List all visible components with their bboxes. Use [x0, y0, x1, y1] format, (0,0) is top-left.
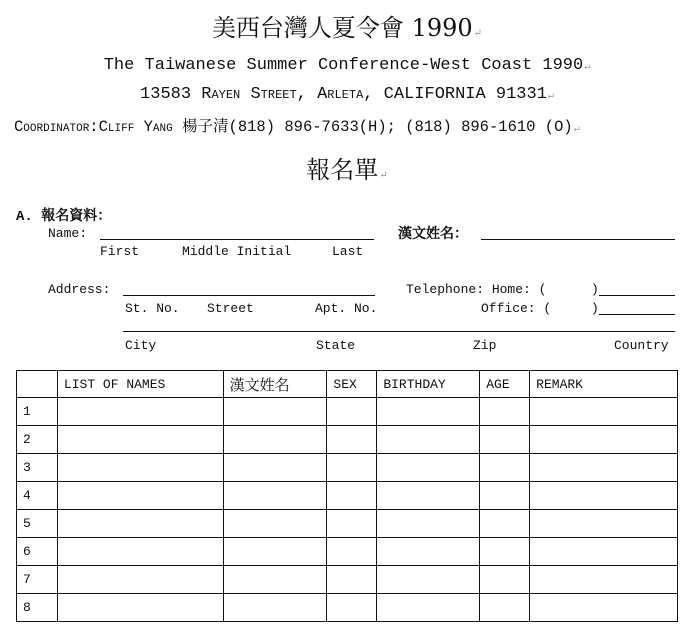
table-cell[interactable] — [327, 538, 377, 566]
telephone-home-paren: ) — [591, 282, 599, 297]
table-cell[interactable] — [377, 482, 480, 510]
table-cell[interactable] — [530, 398, 678, 426]
telephone-home-field[interactable] — [599, 295, 675, 296]
row-number: 2 — [17, 426, 58, 454]
column-header: 漢文姓名 — [223, 371, 327, 398]
table-cell[interactable] — [223, 538, 327, 566]
table-cell[interactable] — [530, 454, 678, 482]
address-sub-street: Street — [207, 301, 254, 316]
table-cell[interactable] — [57, 566, 223, 594]
telephone-office-field[interactable] — [599, 314, 675, 315]
column-header: SEX — [327, 371, 377, 398]
form-title: 報名單↵ — [306, 156, 388, 184]
table-cell[interactable] — [480, 482, 530, 510]
table-cell[interactable] — [480, 426, 530, 454]
telephone-office-paren: ) — [591, 301, 599, 316]
table-cell[interactable] — [377, 454, 480, 482]
conference-title-cjk: 美西台灣人夏令會 1990↵ — [211, 14, 483, 42]
address-field[interactable] — [123, 295, 375, 296]
table-cell[interactable] — [57, 454, 223, 482]
row-number: 8 — [17, 594, 58, 622]
table-row — [17, 398, 678, 426]
table-cell[interactable] — [480, 594, 530, 622]
table-row — [17, 566, 678, 594]
table-cell[interactable] — [480, 510, 530, 538]
table-cell[interactable] — [530, 538, 678, 566]
name-field[interactable] — [100, 239, 374, 240]
name-sub-last: Last — [332, 244, 364, 259]
table-cell[interactable] — [57, 510, 223, 538]
table-cell[interactable] — [480, 398, 530, 426]
chinese-name-label: 漢文姓名： — [398, 226, 468, 242]
address-sub-country: Country — [614, 338, 669, 353]
table-cell[interactable] — [530, 426, 678, 454]
table-cell[interactable] — [327, 566, 377, 594]
table-cell[interactable] — [480, 566, 530, 594]
table-row — [17, 426, 678, 454]
table-header-row — [17, 371, 678, 398]
table-row — [17, 510, 678, 538]
row-number-header — [17, 371, 58, 398]
address-sub-state: State — [316, 338, 356, 353]
column-header: REMARK — [530, 371, 678, 398]
table-cell[interactable] — [377, 538, 480, 566]
table-cell[interactable] — [223, 482, 327, 510]
row-number: 4 — [17, 482, 58, 510]
address-sub-st-no: St. No. — [125, 301, 180, 316]
table-cell[interactable] — [57, 398, 223, 426]
telephone-home-label: Telephone: Home: ( — [406, 282, 547, 297]
table-cell[interactable] — [223, 566, 327, 594]
telephone-office-label: Office: ( — [481, 301, 552, 316]
table-cell[interactable] — [480, 454, 530, 482]
table-cell[interactable] — [530, 594, 678, 622]
row-number: 7 — [17, 566, 58, 594]
table-cell[interactable] — [223, 426, 327, 454]
table-cell[interactable] — [57, 482, 223, 510]
name-label: Name: — [48, 226, 88, 241]
table-row — [17, 454, 678, 482]
address-sub-city: City — [125, 338, 157, 353]
coordinator-line: Coordinator:Cliff Yang 楊子清(818) 896-7633(H); (818) 896-1610 (O)↵ — [14, 118, 580, 136]
table-cell[interactable] — [530, 510, 678, 538]
column-header: LIST OF NAMES — [57, 371, 223, 398]
table-cell[interactable] — [223, 454, 327, 482]
table-cell[interactable] — [327, 426, 377, 454]
column-header: BIRTHDAY — [377, 371, 480, 398]
name-sub-first: First — [100, 244, 140, 259]
table-cell[interactable] — [530, 566, 678, 594]
table-cell[interactable] — [377, 426, 480, 454]
table-cell[interactable] — [327, 398, 377, 426]
row-number: 3 — [17, 454, 58, 482]
table-cell[interactable] — [57, 538, 223, 566]
table-cell[interactable] — [327, 594, 377, 622]
table-cell[interactable] — [57, 594, 223, 622]
table-row — [17, 482, 678, 510]
table-cell[interactable] — [377, 594, 480, 622]
address-sub-apt: Apt. No. — [315, 301, 378, 316]
table-cell[interactable] — [327, 510, 377, 538]
conference-title-en: The Taiwanese Summer Conference-West Coast 1990↵ — [103, 56, 591, 75]
address-sub-zip: Zip — [473, 338, 497, 353]
section-a-heading: A. 報名資料： — [16, 209, 112, 225]
conference-address: 13583 Rayen Street, Arleta, CALIFORNIA 91331↵ — [140, 85, 554, 104]
table-cell[interactable] — [327, 454, 377, 482]
table-cell[interactable] — [223, 510, 327, 538]
table-row — [17, 538, 678, 566]
name-sub-middle: Middle Initial — [182, 244, 292, 259]
names-table — [16, 370, 678, 622]
address-line-2-field[interactable] — [123, 331, 675, 332]
table-row — [17, 594, 678, 622]
row-number: 1 — [17, 398, 58, 426]
table-cell[interactable] — [223, 398, 327, 426]
address-label: Address: — [48, 282, 111, 297]
table-cell[interactable] — [377, 398, 480, 426]
column-header: AGE — [480, 371, 530, 398]
table-cell[interactable] — [530, 482, 678, 510]
chinese-name-field[interactable] — [481, 239, 675, 240]
row-number: 5 — [17, 510, 58, 538]
table-cell[interactable] — [327, 482, 377, 510]
table-cell[interactable] — [223, 594, 327, 622]
row-number: 6 — [17, 538, 58, 566]
table-cell[interactable] — [377, 566, 480, 594]
table-cell[interactable] — [480, 538, 530, 566]
table-cell[interactable] — [377, 510, 480, 538]
table-cell[interactable] — [57, 426, 223, 454]
